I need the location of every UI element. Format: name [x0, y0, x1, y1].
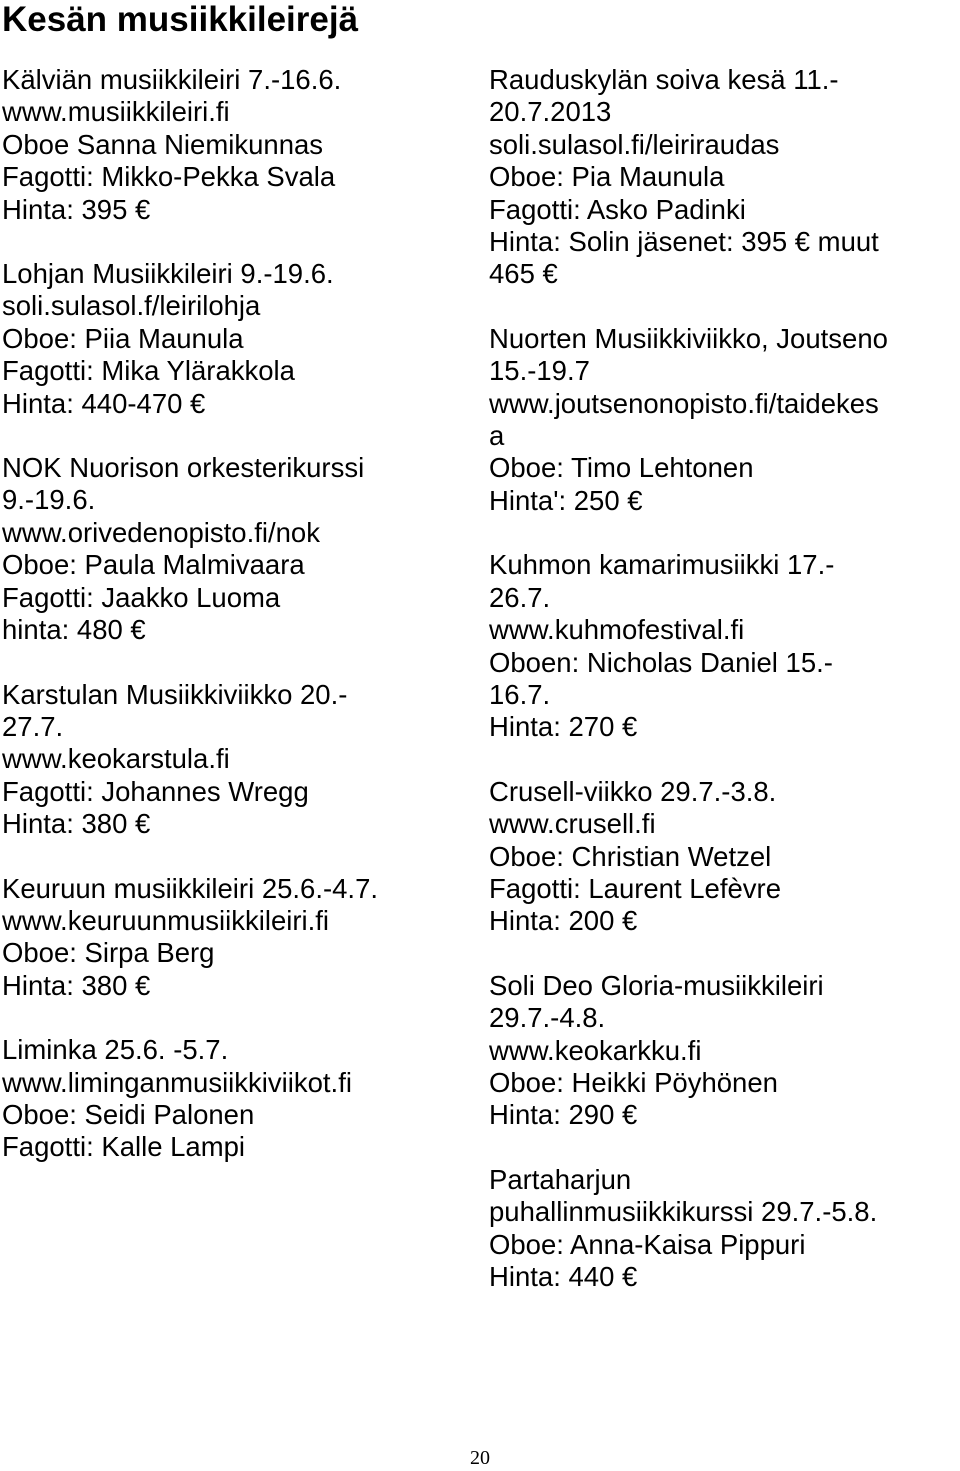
camp-entry-line: Kälviän musiikkileiri 7.-16.6. — [2, 64, 342, 95]
camp-entry-line: www.keuruunmusiikkileiri.fi — [2, 904, 330, 936]
camp-entry-line: NOK Nuorison orkesterikurssi — [2, 452, 365, 484]
camp-entry-line: Liminka 25.6. -5.7. — [2, 1034, 229, 1066]
camp-entry-line: Fagotti: Johannes Wregg — [2, 775, 309, 807]
camp-entry-line: Oboe: Christian Wetzel — [489, 840, 772, 872]
camp-entry-line: Fagotti: Jaakko Luoma — [2, 581, 281, 613]
camp-entry-line: 29.7.-4.8. — [489, 1002, 606, 1034]
camp-entry-line: Hinta': 250 € — [489, 484, 643, 516]
camp-entry-line: Oboe: Timo Lehtonen — [489, 452, 754, 484]
camp-entry-line: Oboe: Heikki Pöyhönen — [489, 1066, 778, 1098]
camp-entry — [2, 452, 472, 646]
camp-entry-line: Oboen: Nicholas Daniel 15.- — [489, 646, 833, 678]
camp-entry-line: Karstulan Musiikkiviikko 20.- — [2, 678, 348, 710]
camp-entry-line: www.musiikkileiri.fi — [2, 96, 230, 128]
camp-entry-line: Fagotti: Kalle Lampi — [2, 1131, 246, 1163]
camp-entry-line: Hinta: 440 € — [489, 1261, 638, 1292]
camp-entry-line: Hinta: 270 € — [489, 711, 638, 743]
camp-entry — [2, 873, 472, 1003]
camp-entry-line: Hinta: 380 € — [2, 969, 151, 1001]
camp-entry-line: Partaharjun — [489, 1163, 632, 1195]
camp-entry-line: 16.7. — [489, 678, 551, 710]
camp-entry — [2, 64, 472, 226]
camp-entry — [489, 64, 959, 291]
camp-entry — [489, 776, 959, 938]
camp-entry-line: Fagotti: Laurent Lefèvre — [489, 872, 781, 904]
camp-entry-line: Oboe: Paula Malmivaara — [2, 549, 305, 581]
camp-entry-line: Oboe: Anna-Kaisa Pippuri — [489, 1228, 806, 1260]
camp-entry-line: Nuorten Musiikkiviikko, Joutseno — [489, 322, 888, 354]
camp-entry-line: Oboe: Piia Maunula — [2, 322, 244, 354]
camp-entry-line: 9.-19.6. — [2, 484, 96, 516]
camp-entry-line: 465 € — [489, 258, 558, 290]
camp-entry-line: Oboe: Seidi Palonen — [2, 1098, 255, 1130]
left-column — [2, 64, 472, 1196]
camp-entry-line: 20.7.2013 — [489, 96, 612, 128]
camp-entry-line: Hinta: 440-470 € — [2, 387, 206, 419]
camp-entry-line: Hinta: 290 € — [489, 1099, 638, 1131]
page-title: Kesän musiikkileirejä — [2, 0, 359, 39]
camp-entry-line: Hinta: 395 € — [2, 193, 151, 225]
camp-entry-line: puhallinmusiikkikurssi 29.7.-5.8. — [489, 1196, 878, 1228]
camp-entry-line: soli.sulasol.f/leirilohja — [2, 290, 261, 322]
camp-entry-line: Oboe: Pia Maunula — [489, 161, 725, 193]
camp-entry — [2, 1034, 472, 1164]
camp-entry-line: Oboe: Sirpa Berg — [2, 937, 215, 969]
camp-entry-line: Fagotti: Asko Padinki — [489, 193, 746, 225]
right-column — [489, 64, 959, 1325]
camp-entry-line: www.crusell.fi — [489, 808, 656, 840]
camp-entry-line: www.keokarkku.fi — [489, 1034, 702, 1066]
camp-entry-line: a — [489, 420, 505, 452]
camp-entry-line: 27.7. — [2, 710, 64, 742]
camp-entry-line: Fagotti: Mikko-Pekka Svala — [2, 161, 336, 193]
camp-entry-line: Keuruun musiikkileiri 25.6.-4.7. — [2, 872, 379, 904]
camp-entry-line: www.kuhmofestival.fi — [489, 614, 745, 646]
camp-entry-line: Oboe Sanna Niemikunnas — [2, 128, 324, 160]
camp-entry — [489, 549, 959, 743]
camp-entry-line: Lohjan Musiikkileiri 9.-19.6. — [2, 258, 334, 290]
camp-entry-line: Hinta: Solin jäsenet: 395 € muut — [489, 226, 879, 258]
camp-entry-line: www.orivedenopisto.fi/nok — [2, 516, 320, 548]
camp-entry-line: www.keokarstula.fi — [2, 743, 230, 775]
camp-entry-line: www.joutsenonopisto.fi/taidekes — [489, 387, 879, 419]
camp-entry — [2, 258, 472, 420]
camp-entry — [489, 323, 959, 517]
camp-entry-line: hinta: 480 € — [2, 614, 146, 646]
camp-entry-line: Hinta: 200 € — [489, 905, 638, 937]
camp-entry-line: 26.7. — [489, 581, 551, 613]
camp-entry — [489, 1164, 959, 1294]
camp-entry-line: Kuhmon kamarimusiikki 17.- — [489, 549, 835, 581]
camp-entry-line: Hinta: 380 € — [2, 808, 151, 840]
camp-entry-line: www.liminganmusiikkiviikot.fi — [2, 1066, 352, 1098]
camp-entry-line: soli.sulasol.fi/leiriraudas — [489, 128, 780, 160]
page-number: 20 — [470, 1447, 490, 1469]
camp-entry-line: 15.-19.7 — [489, 355, 590, 387]
camp-entry-line: Soli Deo Gloria-musiikkileiri — [489, 969, 824, 1001]
camp-entry-line: Fagotti: Mika Ylärakkola — [2, 355, 295, 387]
camp-entry-line: Crusell-viikko 29.7.-3.8. — [489, 775, 777, 807]
camp-entry — [2, 679, 472, 841]
camp-entry — [489, 970, 959, 1132]
camp-entry-line: Rauduskylän soiva kesä 11.- — [489, 64, 839, 95]
